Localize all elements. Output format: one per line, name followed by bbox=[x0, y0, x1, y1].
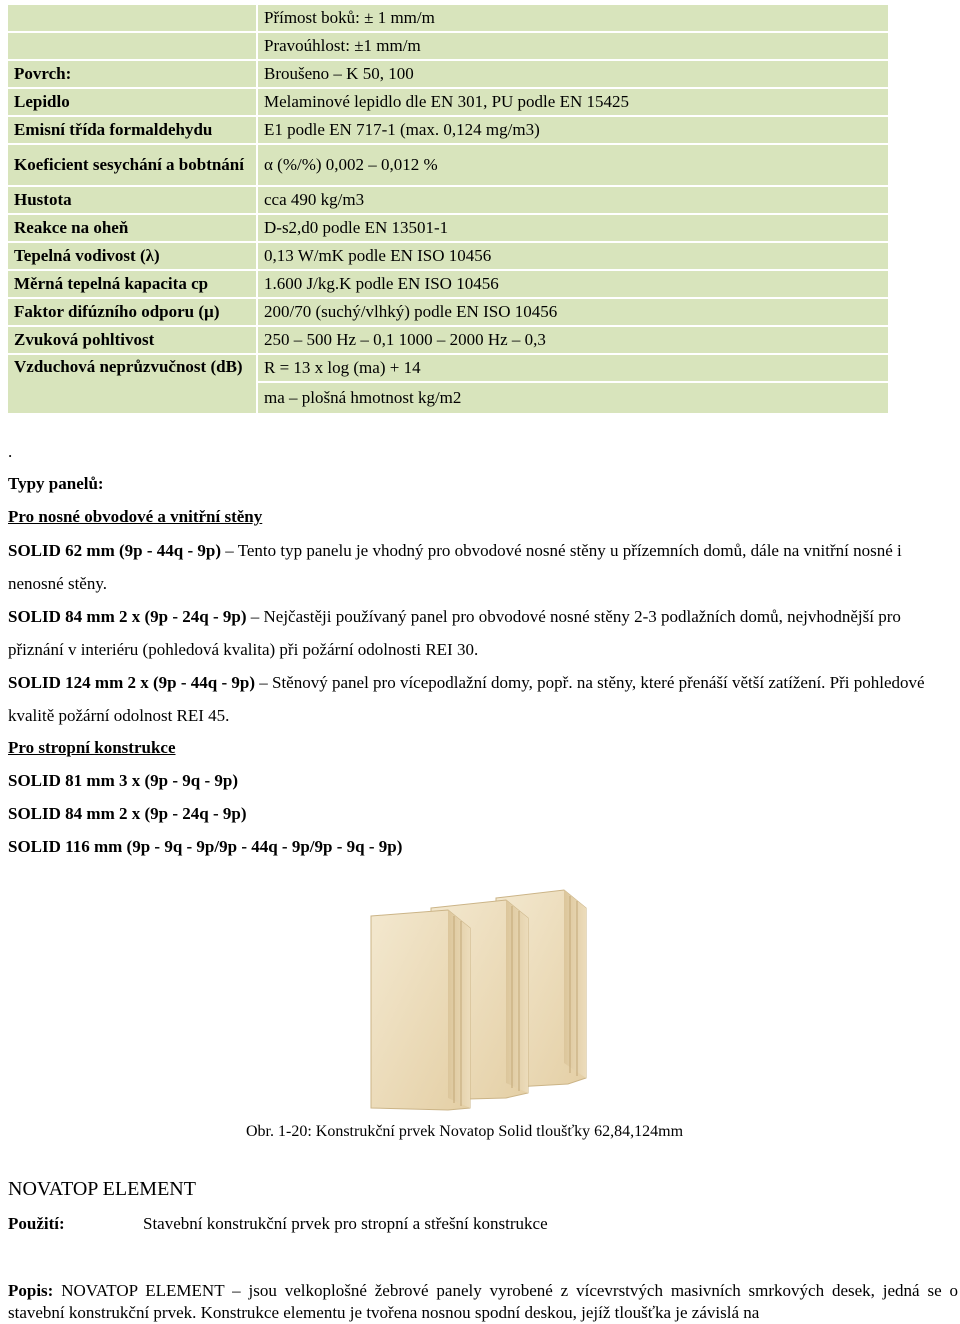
wall-item bbox=[8, 534, 958, 600]
row-label: Povrch: bbox=[7, 60, 257, 88]
row-label: Emisní třída formaldehydu bbox=[7, 116, 257, 144]
row-label: Faktor difúzního odporu (µ) bbox=[7, 298, 257, 326]
table-row bbox=[7, 354, 889, 382]
row-value: E1 podle EN 717-1 (max. 0,124 mg/m3) bbox=[257, 116, 889, 144]
row-label: Koeficient sesychání a bobtnání bbox=[7, 144, 257, 186]
row-value: ma – plošná hmotnost kg/m2 bbox=[257, 382, 889, 414]
row-value: 0,13 W/mK podle EN ISO 10456 bbox=[257, 242, 889, 270]
row-label: Vzduchová neprůzvučnost (dB) bbox=[7, 354, 257, 414]
row-label: Reakce na oheň bbox=[7, 214, 257, 242]
table-row bbox=[7, 186, 889, 214]
panels-photo bbox=[336, 888, 631, 1113]
row-value: 250 – 500 Hz – 0,1 1000 – 2000 Hz – 0,3 bbox=[257, 326, 889, 354]
wall-item-name: SOLID 62 mm (9p - 44q - 9p) bbox=[8, 541, 221, 560]
section-ceiling-heading: Pro stropní konstrukce bbox=[8, 738, 176, 757]
table-row bbox=[7, 116, 889, 144]
row-label: Měrná tepelná kapacita cp bbox=[7, 270, 257, 298]
properties-table bbox=[6, 3, 890, 415]
table-row bbox=[7, 60, 889, 88]
wood-panels-image bbox=[336, 888, 631, 1113]
table-row bbox=[7, 214, 889, 242]
row-value: Pravoúhlost: ±1 mm/m bbox=[257, 32, 889, 60]
row-value: 1.600 J/kg.K podle EN ISO 10456 bbox=[257, 270, 889, 298]
table-row bbox=[7, 242, 889, 270]
row-value: 200/70 (suchý/vlhký) podle EN ISO 10456 bbox=[257, 298, 889, 326]
row-value: Broušeno – K 50, 100 bbox=[257, 60, 889, 88]
figure-caption: Obr. 1-20: Konstrukční prvek Novatop Solid tloušťky 62,84,124mm bbox=[246, 1123, 684, 1140]
table-row bbox=[7, 144, 889, 186]
pouziti-value: Stavební konstrukční prvek pro stropní a střešní konstrukce bbox=[143, 1214, 548, 1233]
wall-item bbox=[8, 666, 958, 732]
row-label: Tepelná vodivost (λ) bbox=[7, 242, 257, 270]
table-row bbox=[7, 88, 889, 116]
wall-item-text: – Nejčastěji používaný panel pro obvodové nosné stěny 2-3 podlažních domů, nejvhodnější pro přiznání v interiéru (pohledová kvalita) při požární odolnosti REI 30. bbox=[8, 607, 901, 659]
types-heading: Typy panelů: bbox=[8, 474, 104, 493]
row-label: Zvuková pohltivost bbox=[7, 326, 257, 354]
table-row bbox=[7, 32, 889, 60]
row-label: Lepidlo bbox=[7, 88, 257, 116]
novatop-element-title: NOVATOP ELEMENT bbox=[8, 1178, 196, 1200]
row-value: D-s2,d0 podle EN 13501-1 bbox=[257, 214, 889, 242]
popis-paragraph bbox=[8, 1280, 958, 1324]
row-label: Hustota bbox=[7, 186, 257, 214]
table-row bbox=[7, 4, 889, 32]
table-row bbox=[7, 270, 889, 298]
wall-item-name: SOLID 124 mm 2 x (9p - 44q - 9p) bbox=[8, 673, 255, 692]
wall-item bbox=[8, 600, 958, 666]
pouziti-label: Použití: bbox=[8, 1214, 65, 1233]
table-row bbox=[7, 298, 889, 326]
wall-item-text: – Stěnový panel pro vícepodlažní domy, popř. na stěny, které přenáší větší zatížení. Při pohledové kvalitě požární odolnost REI 45. bbox=[8, 673, 925, 725]
popis-text: NOVATOP ELEMENT – jsou velkoplošné žebrové panely vyrobené z vícevrstvých masivních smrkových desek, jedná se o stavební konstrukční prvek. Konstrukce elementu je tvořena nosnou spodní deskou, jejíž tloušťka je závislá na bbox=[8, 1281, 958, 1322]
row-value: α (%/%) 0,002 – 0,012 % bbox=[257, 144, 889, 186]
section-walls-heading: Pro nosné obvodové a vnitřní stěny bbox=[8, 507, 263, 526]
row-value: Přímost boků: ± 1 mm/m bbox=[257, 4, 889, 32]
row-label bbox=[7, 4, 257, 32]
row-value: Melaminové lepidlo dle EN 301, PU podle EN 15425 bbox=[257, 88, 889, 116]
ceiling-item: SOLID 84 mm 2 x (9p - 24q - 9p) bbox=[8, 804, 247, 823]
table-row bbox=[7, 326, 889, 354]
row-label bbox=[7, 32, 257, 60]
wall-item-name: SOLID 84 mm 2 x (9p - 24q - 9p) bbox=[8, 607, 247, 626]
ceiling-item: SOLID 116 mm (9p - 9q - 9p/9p - 44q - 9p/9p - 9q - 9p) bbox=[8, 837, 403, 856]
row-value: R = 13 x log (ma) + 14 bbox=[257, 354, 889, 382]
wall-item-text: – Tento typ panelu je vhodný pro obvodové nosné stěny u přízemních domů, dále na vnitřní nosné i nenosné stěny. bbox=[8, 541, 902, 593]
ceiling-item: SOLID 81 mm 3 x (9p - 9q - 9p) bbox=[8, 771, 238, 790]
stray-dot: . bbox=[8, 442, 13, 461]
popis-label: Popis: bbox=[8, 1281, 54, 1300]
row-value: cca 490 kg/m3 bbox=[257, 186, 889, 214]
